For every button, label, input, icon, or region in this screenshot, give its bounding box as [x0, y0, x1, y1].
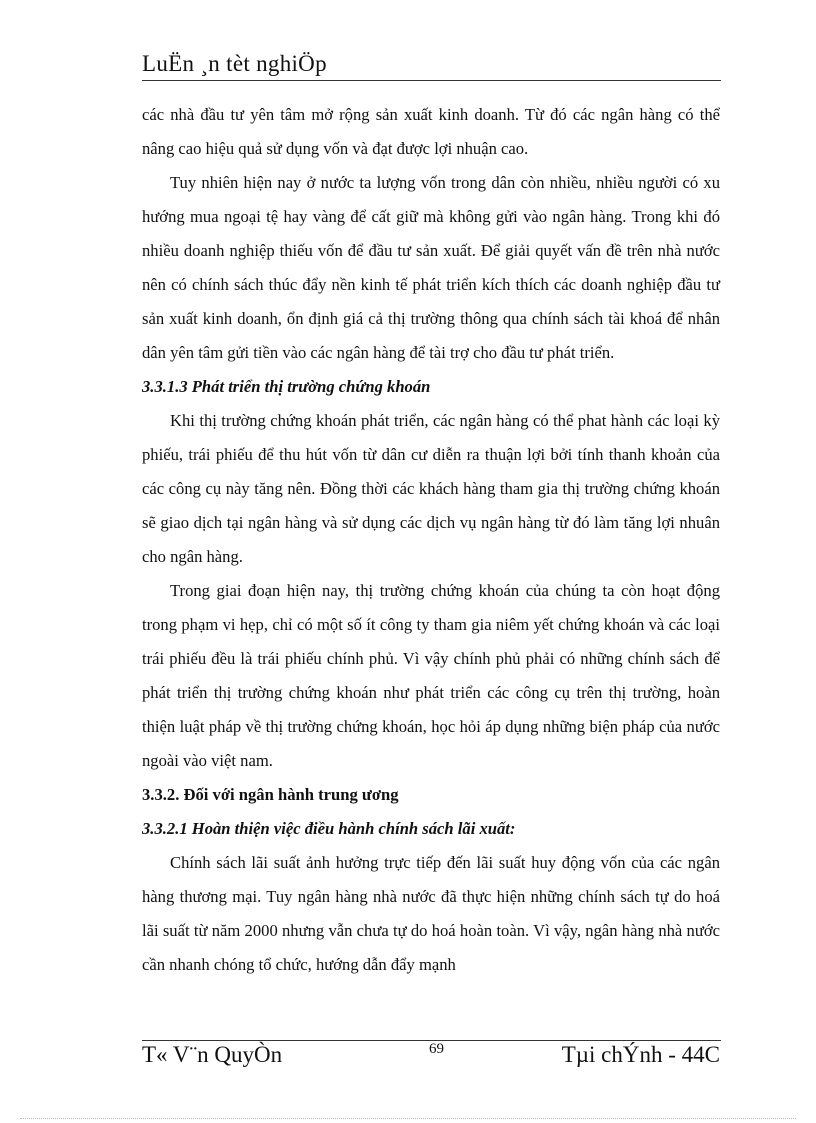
- paragraph-stock-market-policy: Trong giai đoạn hiện nay, thị trường chứng khoán của chúng ta còn hoạt động trong phạm vi hẹp, chỉ có một số ít công ty tham gia niêm yết chứng khoán và các loại trái phiếu đều là trái phiếu chính phủ. Vì vậy chính phủ phải có những chính sách để phát triển thị trường chứng khoán như phát triển các công cụ trên thị trường, hoàn thiện luật pháp về thị trường chứng khoán, học hỏi áp dụng những biện pháp của nước ngoài vào việt nam.: [142, 581, 720, 770]
- paragraph-interest-rate-policy: Chính sách lãi suất ảnh hưởng trực tiếp đến lãi suất huy động vốn của các ngân hàng thương mại. Tuy ngân hàng nhà nước đã thực hiện những chính sách tự do hoá lãi suất từ năm 2000 nhưng vẫn chưa tự do hoá hoàn toàn. Vì vậy, ngân hàng nhà nước cần nhanh chóng tổ chức, hướng dẫn đẩy mạnh: [142, 853, 720, 974]
- document-body: [142, 98, 720, 982]
- header-divider: [142, 80, 721, 81]
- footer-author: T« V¨n QuyÒn: [142, 1042, 283, 1067]
- page-bottom-dotted-line: [20, 1118, 796, 1119]
- page-header-title: LuËn ¸n tèt nghiÖp: [142, 51, 327, 76]
- footer-class-label: Tµi chÝnh - 44C: [561, 1042, 720, 1067]
- paragraph-continuation: các nhà đầu tư yên tâm mở rộng sản xuất kinh doanh. Từ đó các ngân hàng có thể nâng cao hiệu quả sử dụng vốn và đạt được lợi nhuận cao.: [142, 105, 720, 158]
- section-heading-3-3-1-3: 3.3.1.3 Phát triển thị trường chứng khoán: [142, 377, 431, 396]
- paragraph-capital: Tuy nhiên hiện nay ở nước ta lượng vốn trong dân còn nhiều, nhiều người có xu hướng mua ngoại tệ hay vàng để cất giữ mà không gửi vào ngân hàng. Trong khi đó nhiều doanh nghiệp thiếu vốn để đầu tư sản xuất. Để giải quyết vấn đề trên nhà nước nên có chính sách thúc đẩy nền kinh tế phát triển kích thích các doanh nghiệp đầu tư sản xuất kinh doanh, ổn định giá cả thị trường thông qua chính sách tài khoá để nhân dân yên tâm gửi tiền vào các ngân hàng để tài trợ cho đầu tư phát triển.: [142, 173, 720, 362]
- section-heading-3-3-2: 3.3.2. Đối với ngân hành trung ương: [142, 785, 399, 804]
- page-number: 69: [429, 1041, 444, 1057]
- section-heading-3-3-2-1: 3.3.2.1 Hoàn thiện việc điều hành chính sách lãi xuất:: [142, 819, 516, 838]
- paragraph-stock-market-benefits: Khi thị trường chứng khoán phát triển, các ngân hàng có thể phat hành các loại kỳ phiếu, trái phiếu để thu hút vốn từ dân cư diễn ra thuận lợi bởi tính thanh khoản của các công cụ này tăng nên. Đồng thời các khách hàng tham gia thị trường chứng khoán sẽ giao dịch tại ngân hàng và sử dụng các dịch vụ ngân hàng từ đó làm tăng lợi nhuân cho ngân hàng.: [142, 411, 720, 566]
